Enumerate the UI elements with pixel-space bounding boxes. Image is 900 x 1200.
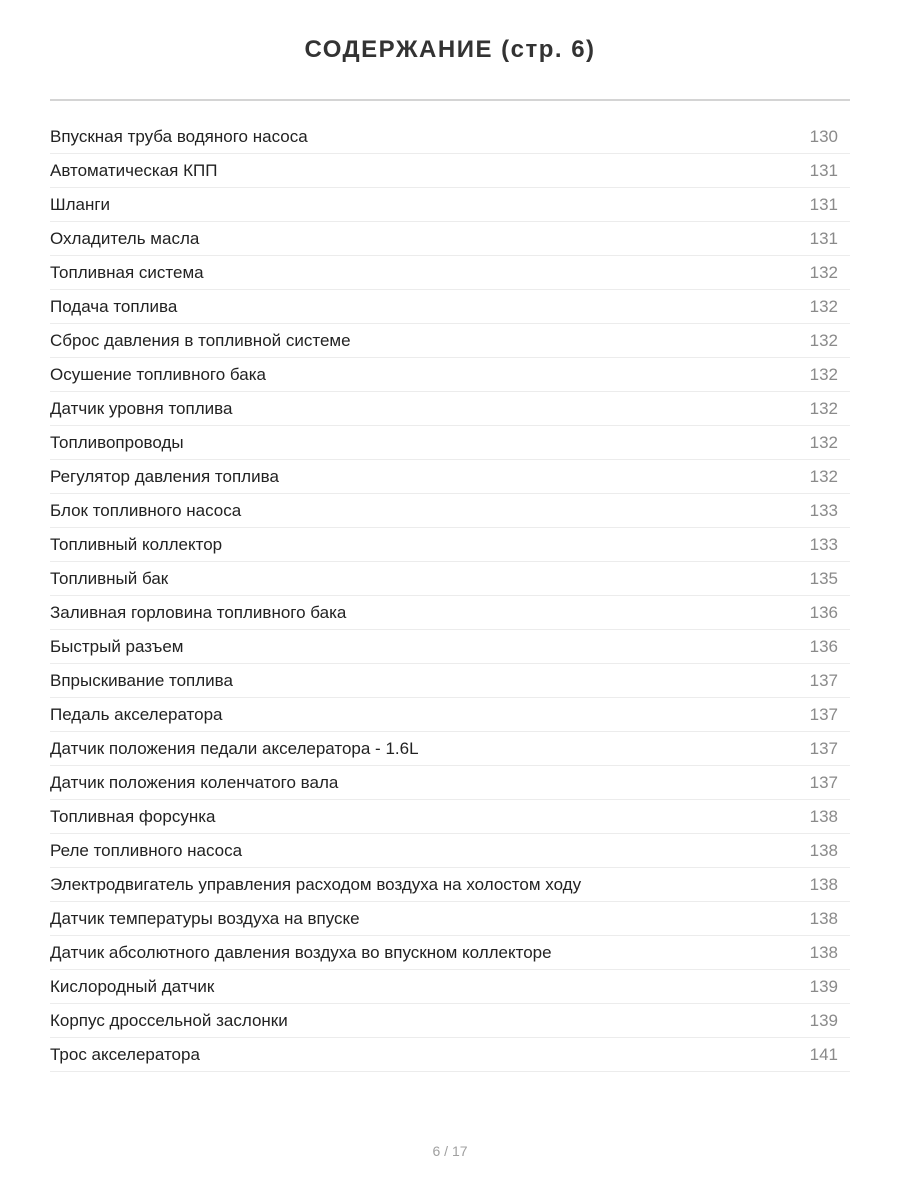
toc-entry[interactable] [50,494,850,528]
toc-entry[interactable] [50,358,850,392]
toc-entry[interactable] [50,766,850,800]
page-indicator: 6 / 17 [432,1143,468,1159]
toc-entry-page-number: 141 [809,1044,838,1064]
toc-entry-page-number: 139 [809,976,838,996]
toc-entry[interactable] [50,902,850,936]
toc-entry-title[interactable]: Датчик температуры воздуха на впуске [50,908,360,928]
toc-entry-title[interactable]: Осушение топливного бака [50,364,266,384]
toc-entry-page-number: 137 [809,772,838,792]
toc-entry[interactable] [50,222,850,256]
toc-entry[interactable] [50,256,850,290]
toc-entry[interactable] [50,290,850,324]
toc-entry[interactable] [50,154,850,188]
toc-entry[interactable] [50,1038,850,1072]
toc-entry[interactable] [50,528,850,562]
toc-entry-title[interactable]: Шланги [50,194,111,214]
toc-entry[interactable] [50,800,850,834]
toc-entry-page-number: 136 [809,636,838,656]
toc-entry[interactable] [50,970,850,1004]
toc-entry-page-number: 131 [809,228,838,248]
toc-entry-title[interactable]: Кислородный датчик [50,976,215,996]
toc-entry-page-number: 138 [809,806,838,826]
toc-entry-page-number: 138 [809,908,838,928]
toc-entry-page-number: 132 [809,262,838,282]
toc-entry-title[interactable]: Впускная труба водяного насоса [50,126,308,146]
toc-entry-page-number: 132 [809,364,838,384]
toc-entry-page-number: 135 [809,568,838,588]
toc-entry-title[interactable]: Электродвигатель управления расходом воздуха на холостом ходу [50,874,582,894]
toc-entry-title[interactable]: Датчик положения коленчатого вала [50,772,339,792]
toc-entry[interactable] [50,664,850,698]
toc-entry[interactable] [50,936,850,970]
toc-entry-title[interactable]: Топливный коллектор [50,534,223,554]
toc-entry-title[interactable]: Топливная форсунка [50,806,216,826]
toc-entry-title[interactable]: Блок топливного насоса [50,500,242,520]
toc-entry-page-number: 137 [809,704,838,724]
toc-entry-title[interactable]: Заливная горловина топливного бака [50,602,347,622]
toc-entry-title[interactable]: Датчик положения педали акселератора - 1.6L [50,738,419,758]
toc-entry-title[interactable]: Регулятор давления топлива [50,466,279,486]
toc-entry-page-number: 132 [809,398,838,418]
page-title: СОДЕРЖАНИЕ (стр. 6) [304,36,596,63]
toc-entry-title[interactable]: Автоматическая КПП [50,160,218,180]
toc-entry[interactable] [50,834,850,868]
toc-entry-title[interactable]: Быстрый разъем [50,636,184,656]
toc-entry-page-number: 132 [809,330,838,350]
toc-entry-page-number: 137 [809,738,838,758]
toc-entry[interactable] [50,562,850,596]
toc-entry-title[interactable]: Датчик абсолютного давления воздуха во впускном коллекторе [50,942,552,962]
toc-entry-title[interactable]: Впрыскивание топлива [50,670,233,690]
toc-entry-page-number: 138 [809,942,838,962]
toc-entry[interactable] [50,596,850,630]
toc-entry[interactable] [50,324,850,358]
toc-entry-page-number: 136 [809,602,838,622]
toc-entry-page-number: 139 [809,1010,838,1030]
toc-entry[interactable] [50,460,850,494]
toc-entry[interactable] [50,868,850,902]
table-of-contents [50,120,850,1072]
toc-entry-title[interactable]: Охладитель масла [50,228,200,248]
toc-entry[interactable] [50,120,850,154]
toc-entry[interactable] [50,698,850,732]
toc-entry-title[interactable]: Сброс давления в топливной системе [50,330,351,350]
toc-entry-page-number: 132 [809,466,838,486]
toc-entry-title[interactable]: Корпус дроссельной заслонки [50,1010,288,1030]
toc-entry-page-number: 133 [809,534,838,554]
toc-entry-page-number: 132 [809,432,838,452]
toc-entry-title[interactable]: Реле топливного насоса [50,840,243,860]
toc-entry[interactable] [50,188,850,222]
toc-entry-page-number: 130 [809,126,838,146]
toc-entry[interactable] [50,392,850,426]
toc-entry-title[interactable]: Подача топлива [50,296,178,316]
title-divider [50,99,850,101]
toc-entry-title[interactable]: Топливный бак [50,568,169,588]
toc-entry[interactable] [50,1004,850,1038]
toc-entry-page-number: 132 [809,296,838,316]
toc-entry-title[interactable]: Датчик уровня топлива [50,398,233,418]
toc-entry-page-number: 137 [809,670,838,690]
toc-entry-title[interactable]: Трос акселератора [50,1044,200,1064]
toc-entry[interactable] [50,732,850,766]
toc-entry[interactable] [50,426,850,460]
toc-entry-page-number: 138 [809,840,838,860]
toc-entry-title[interactable]: Педаль акселератора [50,704,223,724]
toc-entry-page-number: 131 [809,194,838,214]
toc-entry-page-number: 138 [809,874,838,894]
toc-entry-page-number: 131 [809,160,838,180]
toc-entry-page-number: 133 [809,500,838,520]
toc-entry-title[interactable]: Топливная система [50,262,204,282]
toc-entry-title[interactable]: Топливопроводы [50,432,184,452]
toc-entry[interactable] [50,630,850,664]
